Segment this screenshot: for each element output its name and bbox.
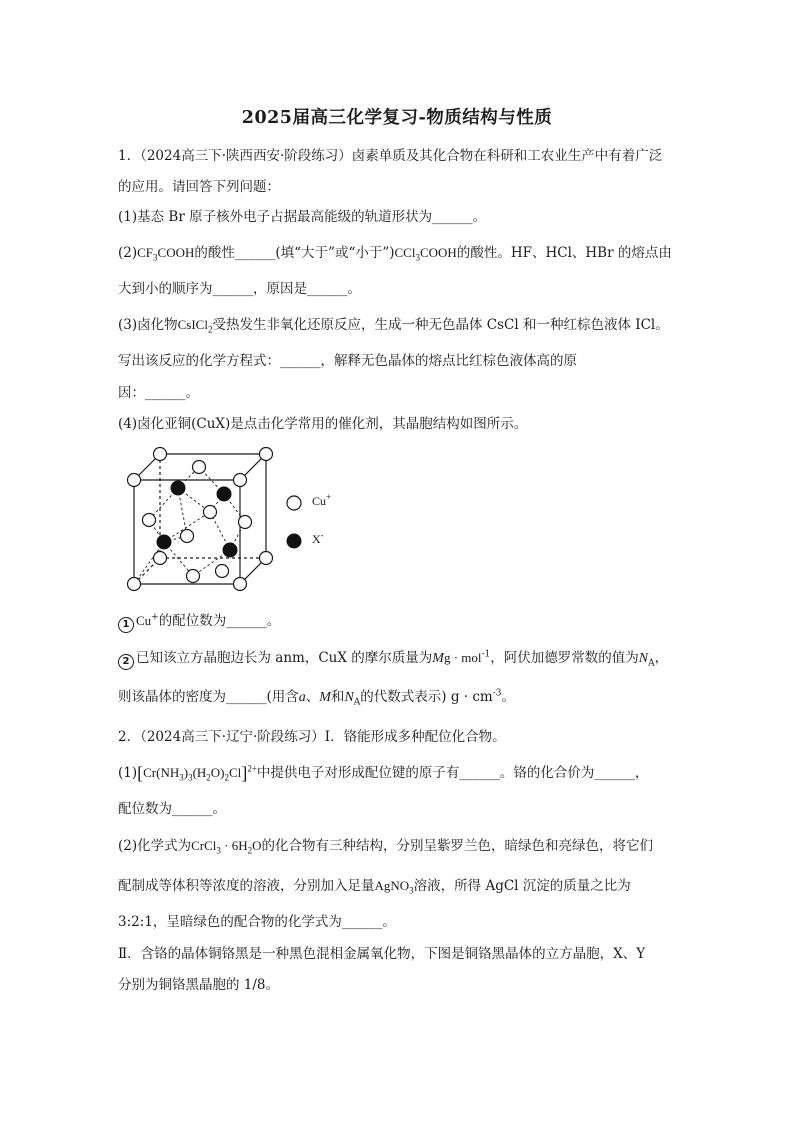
q1-sub-2-cont: 则该晶体的密度为______(用含a、M和$N_A$的代数式表示) $g \cdot cm^{-3}$。 bbox=[118, 688, 516, 708]
q1-stem-line-1: 1．（2024高三下·陕西西安·阶段练习）卤素单质及其化合物在科研和工农业生产中有着广泛 bbox=[118, 148, 663, 164]
q1-part-3-cont: 写出该反应的化学方程式：______，解释无色晶体的熔点比红棕色液体高的原 bbox=[118, 353, 577, 369]
formula-csicl2: CsICl$_2$ bbox=[177, 317, 213, 335]
q2-section-2-cont: 分别为铜铬黑晶胞的 1/8。 bbox=[118, 977, 280, 993]
formula-cr-complex: $[Cr(NH_3)_3(H_2O)_2Cl]^{2+}$ bbox=[137, 763, 257, 783]
q1-part-2-cont: 大到小的顺序为______，原因是______。 bbox=[118, 281, 361, 297]
q1-part-2: $(2)CF_3COOH$的酸性______(填“大于”或“小于”)CCl$_3$COOH的酸性。HF、HCl、HBr 的熔点由 bbox=[118, 245, 672, 263]
q1-part-4: (4)卤化亚铜(CuX)是点击化学常用的催化剂，其晶胞结构如图所示。 bbox=[118, 416, 528, 432]
q2-part-1-cont: 配位数为______。 bbox=[118, 801, 226, 817]
circled-number-2: 2 bbox=[118, 654, 134, 670]
q1-part-3-cont-2: 因：______。 bbox=[118, 385, 199, 401]
diagram-legend bbox=[286, 492, 366, 552]
q2-part-1: $(1)[Cr(NH_3)_3(H_2O)_2Cl]^{2+}$中提供电子对形成配位键的原子有______。铬的化合价为______， bbox=[118, 763, 649, 783]
formula-ccl3cooh: CCl$_3$COOH bbox=[394, 245, 457, 263]
q1-sub-1: 1 Cu+的配位数为______。 bbox=[118, 611, 698, 633]
q2-stem: 2．（2024高三下·辽宁·阶段练习）Ⅰ．铬能形成多种配位化合物。 bbox=[118, 729, 506, 745]
q1-stem-line-2: 的应用。请回答下列问题： bbox=[118, 179, 280, 195]
q2-part-2-cont: 配制成等体积等浓度的溶液，分别加入足量AgNO$_3$溶液，所得 AgCl 沉淀的质量之比为 bbox=[118, 878, 631, 896]
q1-sub-2: 2 已知该立方晶胞边长为 anm，CuX 的摩尔质量为Mg · mol$^{-1}$，阿伏加德罗常数的值为$N_A$， bbox=[118, 648, 698, 670]
q2-section-2: Ⅱ．含铬的晶体铜铬黑是一种黑色混相金属氧化物，下图是铜铬黑晶体的立方晶胞，X、Y bbox=[118, 946, 646, 962]
formula-cf3cooh: $CF_3COOH$ bbox=[137, 245, 195, 263]
q2-part-2: (2)化学式为CrCl$_3$ · $6H_2O$的化合物有三种结构，分别呈紫罗兰色，暗绿色和亮绿色，将它们 bbox=[118, 838, 654, 856]
circled-number-1: 1 bbox=[118, 617, 134, 633]
q1-part-1: (1)基态 Br 原子核外电子占据最高能级的轨道形状为______。 bbox=[118, 209, 487, 225]
legend-markers bbox=[286, 492, 306, 552]
q2-part-2-cont-2: 3:2:1，呈暗绿色的配合物的化学式为______。 bbox=[118, 914, 396, 930]
legend-x: X- bbox=[312, 530, 324, 546]
formula-crcl3-6h2o: CrCl$_3$ · $6H_2O$ bbox=[191, 838, 262, 856]
legend-cu: Cu+ bbox=[312, 492, 332, 508]
q1-part-3: (3)卤化物CsICl$_2$受热发生非氧化还原反应，生成一种无色晶体 CsCl 和一种红棕色液体 ICl。 bbox=[118, 317, 669, 335]
formula-agno3: AgNO$_3$ bbox=[374, 878, 414, 896]
page-title: 2025届高三化学复习-物质结构与性质 bbox=[241, 108, 553, 128]
